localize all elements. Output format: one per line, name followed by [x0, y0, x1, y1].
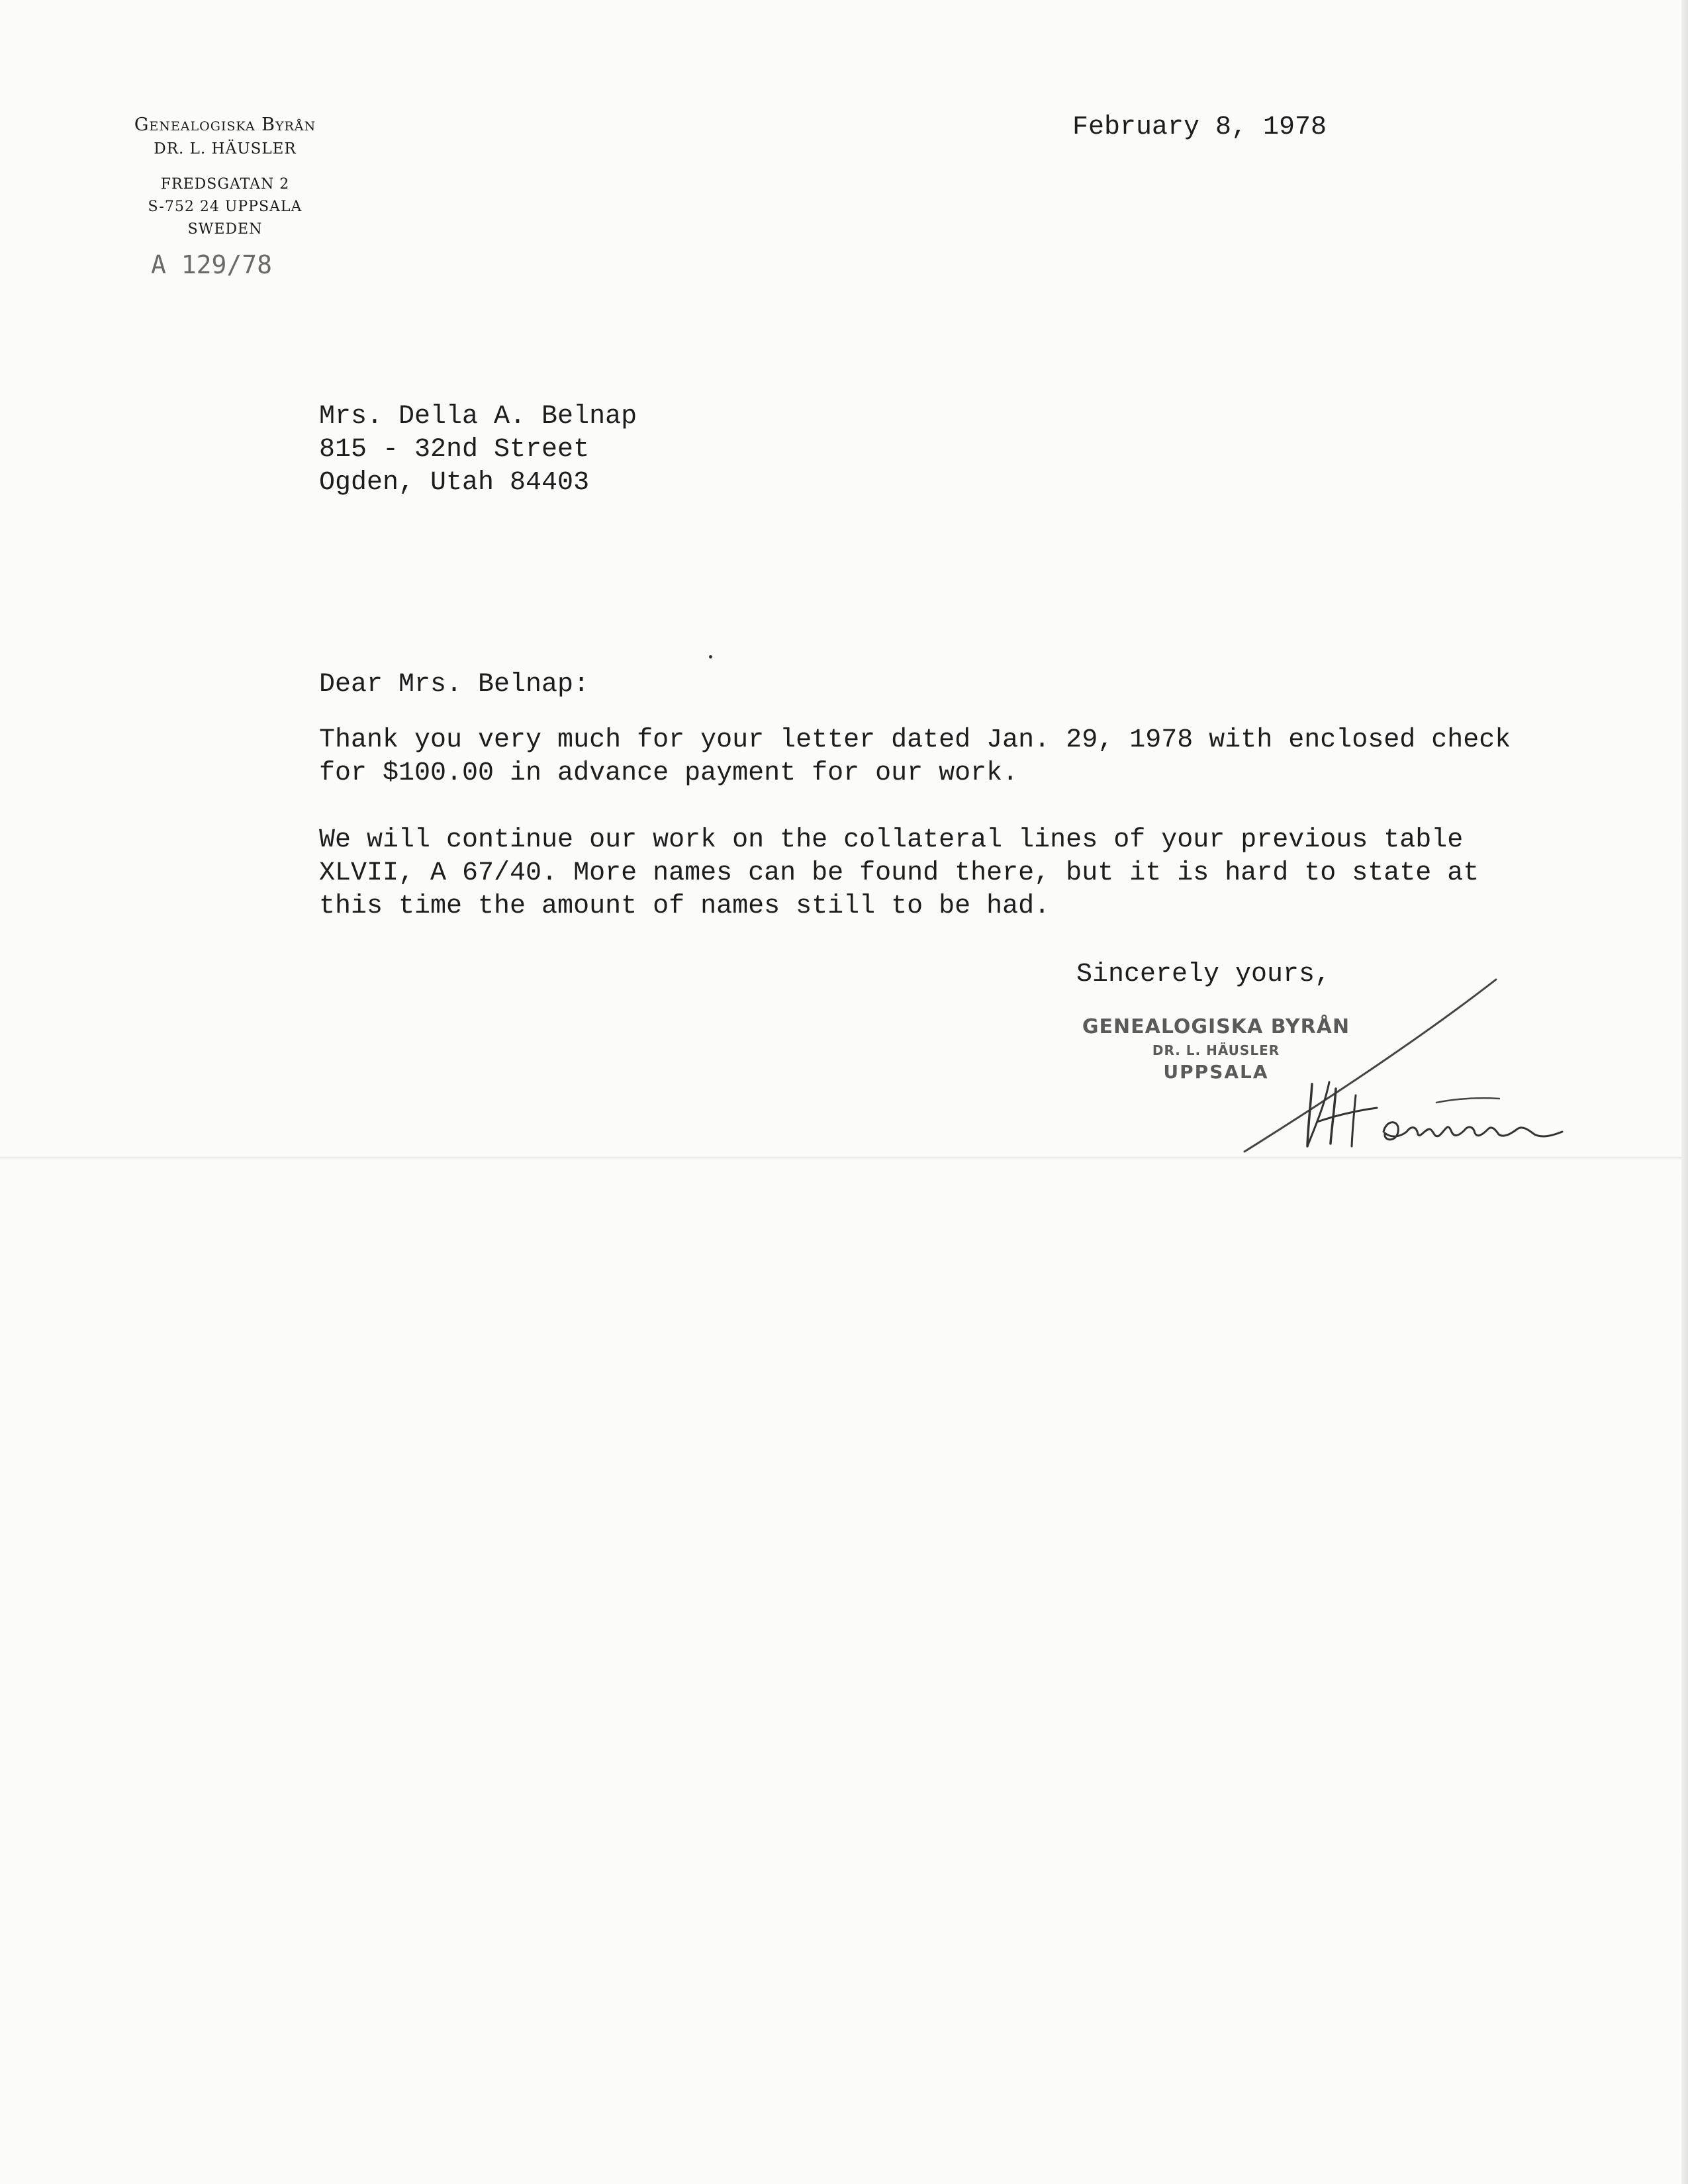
- letterhead-city: S-752 24 UPPSALA: [148, 199, 303, 215]
- letter-date: February 8, 1978: [1072, 113, 1327, 142]
- letterhead-street: FREDSGATAN 2: [160, 176, 290, 193]
- body-line: Thank you very much for your letter dated Jan. 29, 1978 with enclosed check: [319, 725, 1511, 755]
- paper-edge-shadow: [1681, 0, 1688, 2184]
- letterhead: [99, 113, 351, 241]
- body-line: We will continue our work on the collateral lines of your previous table: [319, 825, 1464, 855]
- letterhead-country: SWEDEN: [187, 221, 263, 238]
- letterhead-firm-name: Genealogiska Byrån: [134, 114, 316, 135]
- reference-number: A 129/78: [151, 250, 273, 279]
- salutation: Dear Mrs. Belnap:: [319, 670, 590, 700]
- body-paragraph-1: [319, 724, 1511, 790]
- stamp-doctor-name: DR. L. HÄUSLER: [1152, 1042, 1280, 1058]
- recipient-city: Ogden, Utah 84403: [319, 468, 590, 498]
- recipient-street: 815 - 32nd Street: [319, 435, 590, 465]
- recipient-name: Mrs. Della A. Belnap: [319, 402, 637, 432]
- stamp-firm-name: GENEALOGISKA BYRÅN: [1082, 1015, 1350, 1038]
- letterhead-doctor-name: DR. L. HÄUSLER: [154, 140, 297, 158]
- paper-speck: [709, 655, 712, 659]
- handwritten-signature: [1218, 973, 1589, 1165]
- body-paragraph-2: [319, 824, 1479, 923]
- stamp-city: UPPSALA: [1163, 1061, 1269, 1083]
- body-line: for $100.00 in advance payment for our work.: [319, 758, 1019, 788]
- body-line: XLVII, A 67/40. More names can be found there, but it is hard to state at: [319, 858, 1479, 888]
- body-line: this time the amount of names still to be had.: [319, 891, 1051, 921]
- closing: Sincerely yours,: [1076, 960, 1331, 989]
- recipient-address: [319, 400, 637, 500]
